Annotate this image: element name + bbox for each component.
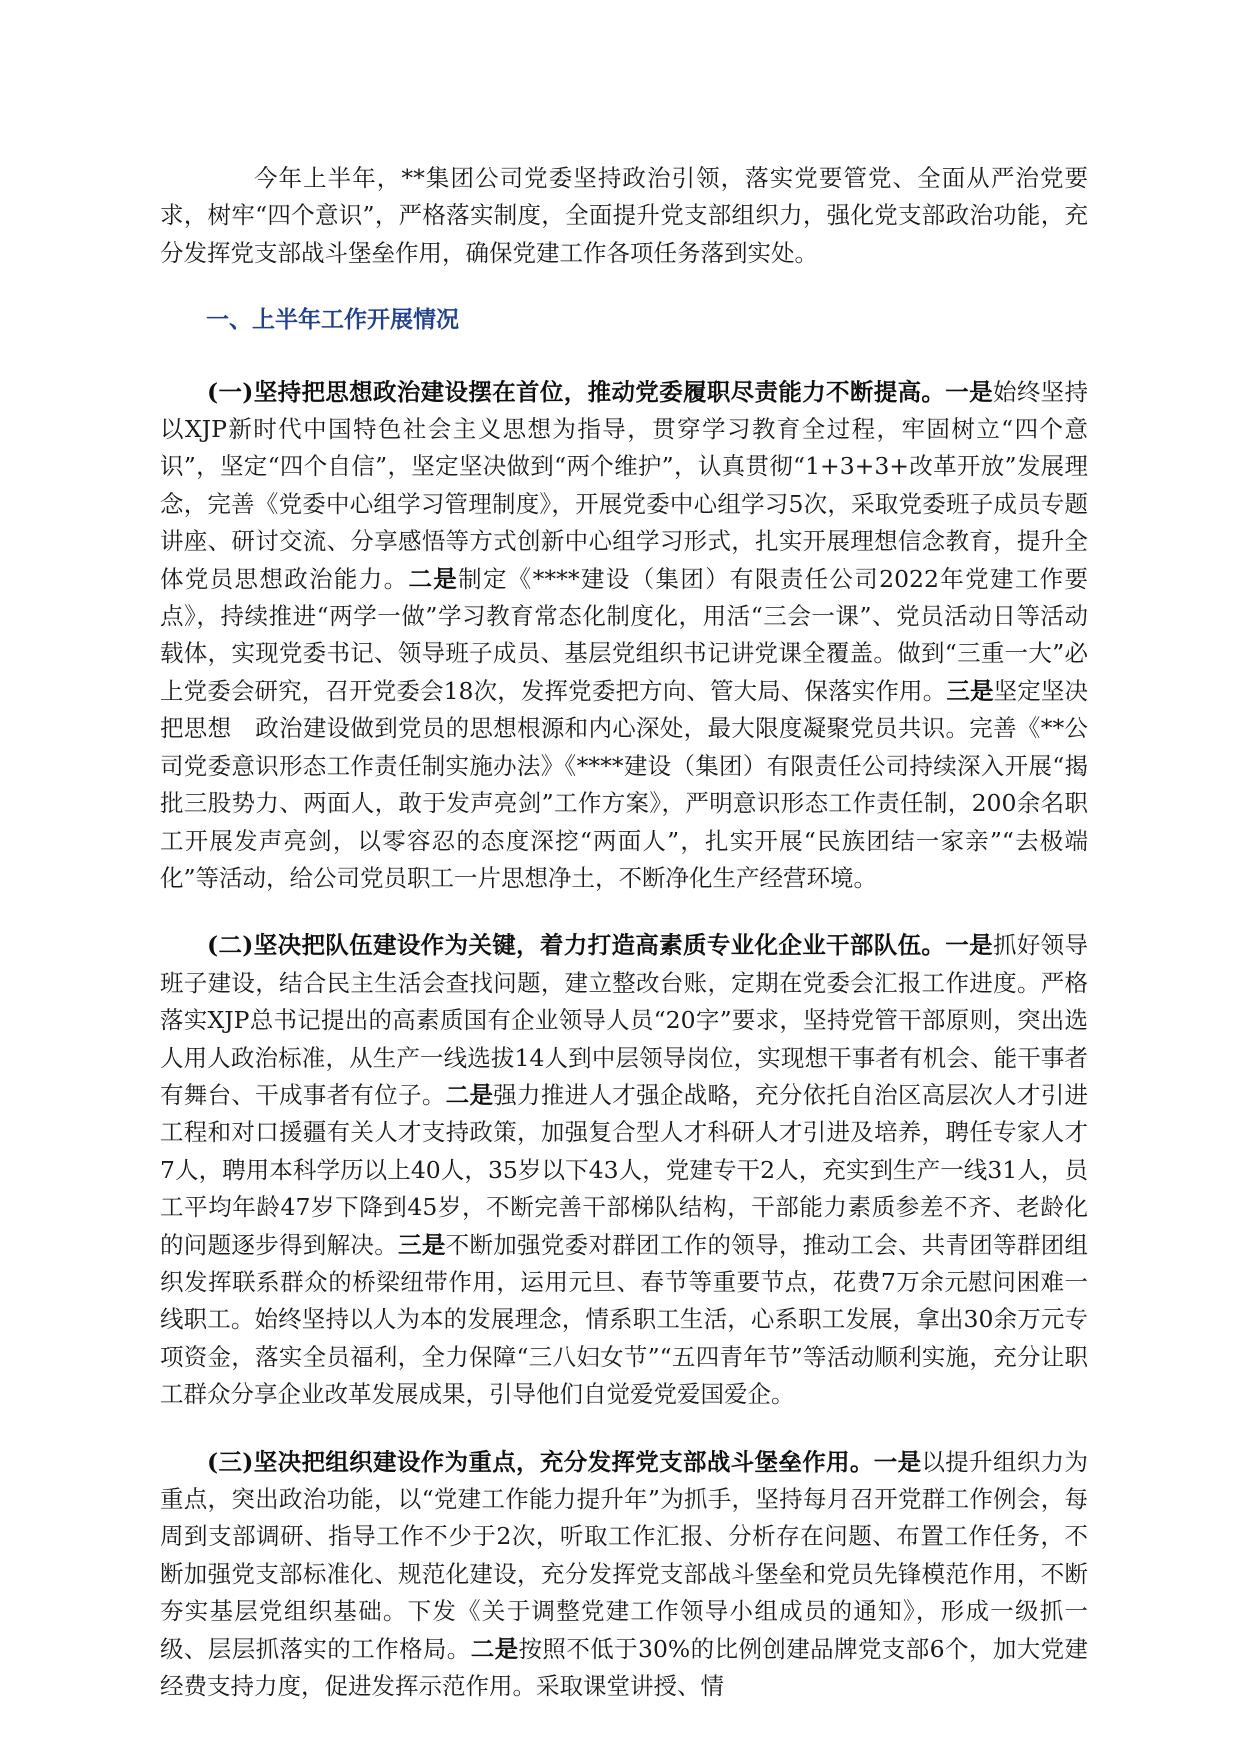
paragraph-lead: (二)坚决把队伍建设作为关键，着力打造高素质专业化企业干部队伍。 <box>207 931 946 960</box>
paragraph-organization <box>160 1444 1088 1706</box>
intro-paragraph: 今年上半年，**集团公司党委坚持政治引领，落实党要管党、全面从严治党要求，树牢“四个意识”，严格落实制度，全面提升党支部组织力，强化党支部政治功能，充分发挥党支部战斗堡垒作用，确保党建工作各项任务落到实处。 <box>160 164 1088 267</box>
paragraph-text: 始终坚持以XJP新时代中国特色社会主义思想为指导，贯穿学习教育全过程，牢固树立“四个意识”，坚定“四个自信”，坚定坚决做到“两个维护”，认真贯彻“1+3+3+改革开放”发展理念，完善《党委中心组学习管理制度》，开展党委中心组学习5次，采取党委班子成员专题讲座、研讨交流、分享感悟等方式创新中心组学习形式，扎实开展理想信念教育，提升全体党员思想政治能力。 <box>160 377 1089 593</box>
keyword: 一是 <box>945 931 993 960</box>
keyword: 二是 <box>445 1080 494 1109</box>
section-heading: 一、上半年工作开展情况 <box>206 307 459 334</box>
paragraph-team <box>160 927 1088 1413</box>
paragraph-text: 坚定坚决把思想 政治建设做到党员的思想根源和内心深处，最大限度凝聚党员共识。完善《**公司党委意识形态工作责任制实施办法》《****建设（集团）有限责任公司持续深入开展“揭批三股势力、两面人，敢于发声亮剑”工作方案》，严明意识形态工作责任制，200余名职工开展发声亮剑，以零容忍的态度深挖“两面人”，扎实开展“民族团结一家亲”“去极端化”等活动，给公司党员职工一片思想净土，不断净化生产经营环境。 <box>160 676 1089 892</box>
paragraph-text: 按照不低于30%的比例创建品牌党支部6个，加大党建经费支持力度，促进发挥示范作用。采取课堂讲授、情 <box>160 1634 1089 1701</box>
paragraph-text: 不断加强党委对群团工作的领导，推动工会、共青团等群团组织发挥联系群众的桥梁纽带作用，运用元旦、春节等重要节点，花费7万余元慰问困难一线职工。始终坚持以人为本的发展理念，情系职工生活，心系职工发展，拿出30余万元专项资金，落实全员福利，全力保障“三八妇女节”“五四青年节”等活动顺利实施，充分让职工群众分享企业改革发展成果，引导他们自觉爱党爱国爱企。 <box>160 1230 1089 1409</box>
keyword: 三是 <box>946 676 994 705</box>
paragraph-ideology <box>160 374 1088 898</box>
paragraph-lead: (三)坚决把组织建设作为重点，充分发挥党支部战斗堡垒作用。 <box>207 1447 874 1476</box>
paragraph-text: 强力推进人才强企战略，充分依托自治区高层次人才引进工程和对口援疆有关人才支持政策，加强复合型人才科研人才引进及培养，聘任专家人才7人，聘用本科学历以上40人，35岁以下43人，党建专干2人，充实到生产一线31人，员工平均年龄47岁下降到45岁，不断完善干部梯队结构，干部能力素质参差不齐、老龄化的问题逐步得到解决。 <box>160 1080 1089 1259</box>
paragraph-text: 抓好领导班子建设，结合民主生活会查找问题，建立整改台账，定期在党委会汇报工作进度。严格落实XJP总书记提出的高素质国有企业领导人员“20字”要求，坚持党管干部原则，突出选人用人政治标准，从生产一线选拔14人到中层领导岗位，实现想干事者有机会、能干事者有舞台、干成事者有位子。 <box>160 931 1089 1109</box>
paragraph-gap <box>160 1414 1088 1444</box>
keyword: 三是 <box>398 1230 446 1259</box>
keyword: 一是 <box>945 377 993 406</box>
keyword: 二是 <box>408 564 459 593</box>
paragraph-text: 制定《****建设（集团）有限责任公司2022年党建工作要点》，持续推进“两学一做”学习教育常态化制度化，用活“三会一课”、党员活动日等活动载体，实现党委书记、领导班子成员、基层党组织书记讲党课全覆盖。做到“三重一大”必上党委会研究，召开党委会18次，发挥党委把方向、管大局、保落实作用。 <box>160 564 1088 705</box>
keyword: 一是 <box>873 1447 922 1476</box>
paragraph-lead: (一)坚持把思想政治建设摆在首位，推动党委履职尽责能力不断提高。 <box>207 377 946 406</box>
keyword: 二是 <box>470 1634 519 1663</box>
paragraph-text: 以提升组织力为重点，突出政治功能，以“党建工作能力提升年”为抓手，坚持每月召开党群工作例会，每周到支部调研、指导工作不少于2次，听取工作汇报、分析存在问题、布置工作任务，不断加强党支部标准化、规范化建设，充分发挥党支部战斗堡垒和党员先锋模范作用，不断夯实基层党组织基础。下发《关于调整党建工作领导小组成员的通知》，形成一级抓一级、层层抓落实的工作格局。 <box>160 1447 1089 1663</box>
document-page <box>160 160 1088 1705</box>
paragraph-gap <box>160 897 1088 927</box>
